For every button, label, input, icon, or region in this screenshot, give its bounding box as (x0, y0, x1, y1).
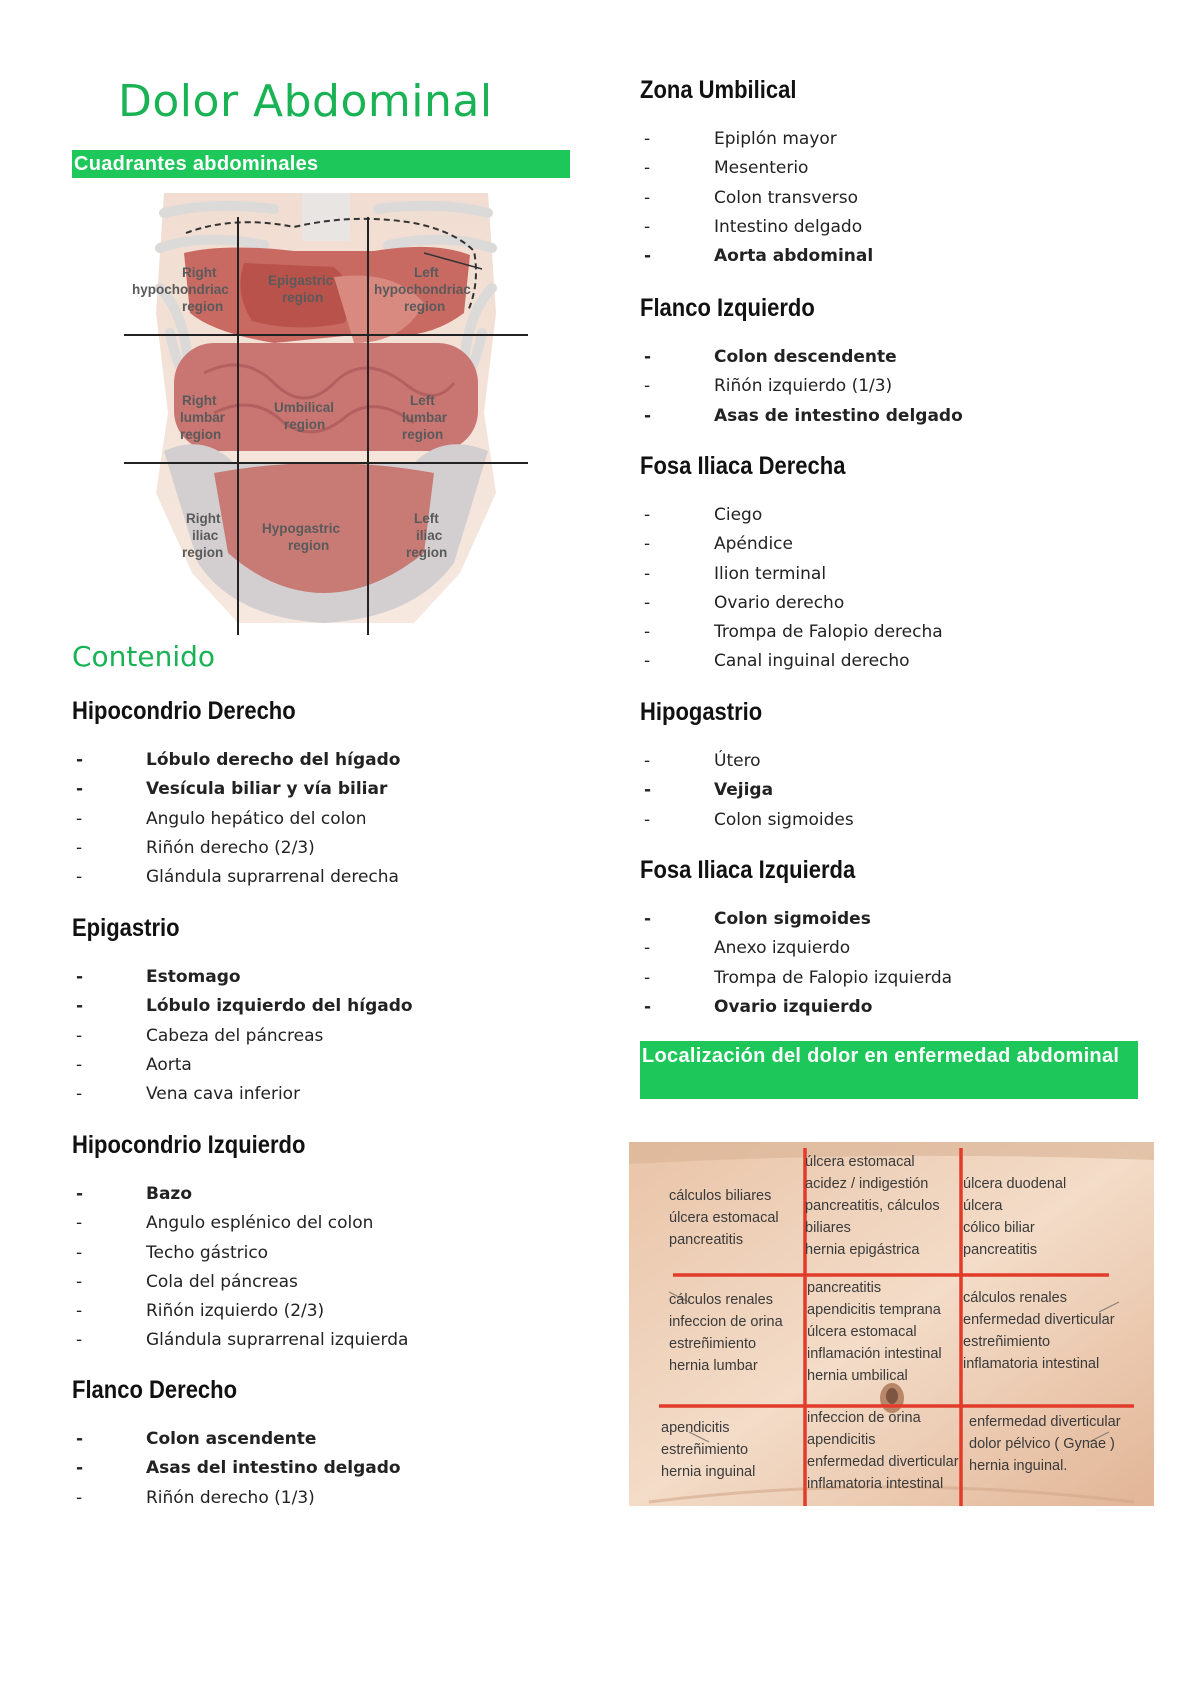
region-label: Left lumbar region (402, 393, 448, 442)
page-title: Dolor Abdominal (118, 76, 493, 127)
list-item: - Ilion terminal (640, 560, 943, 589)
region-label: Epigastric region (268, 273, 334, 305)
section-title: Fosa Iliaca Izquierda (640, 856, 856, 884)
list-item: - Aorta (72, 1051, 413, 1080)
region-label: Umbilical region (274, 400, 335, 432)
list-item: - Epiplón mayor (640, 125, 873, 154)
list-item: - Lóbulo derecho del hígado (72, 746, 400, 775)
list-item: - Glándula suprarrenal derecha (72, 863, 400, 892)
list-item: - Colon ascendente (72, 1425, 401, 1454)
list-item: - Asas del intestino delgado (72, 1454, 401, 1483)
list-item: - Riñón izquierdo (2/3) (72, 1297, 408, 1326)
pain-cell-text: apendicitis estreñimiento hernia inguinal (661, 1420, 756, 1480)
list-item: - Mesenterio (640, 154, 873, 183)
pain-cell-text: cálculos biliares úlcera estomacal pancreatitis (669, 1188, 779, 1248)
pain-cell-text: pancreatitis apendicitis temprana úlcera estomacal inflamación intestinal hernia umbilical (807, 1280, 942, 1384)
list-item: - Ovario derecho (640, 589, 943, 618)
list-item: - Apéndice (640, 530, 943, 559)
list-item: - Ciego (640, 501, 943, 530)
list-item: - Riñón derecho (2/3) (72, 834, 400, 863)
section-title: Hipocondrio Derecho (72, 697, 296, 725)
list-item: - Cabeza del páncreas (72, 1022, 413, 1051)
list-item: - Angulo esplénico del colon (72, 1209, 408, 1238)
item-list (72, 1180, 408, 1356)
section-title: Flanco Izquierdo (640, 294, 815, 322)
list-item: - Techo gástrico (72, 1239, 408, 1268)
list-item: - Intestino delgado (640, 213, 873, 242)
region-label: Hypogastric region (262, 521, 341, 553)
item-list (72, 746, 400, 892)
list-item: - Canal inguinal derecho (640, 647, 943, 676)
region-label: Left hypochondriac region (374, 265, 471, 314)
pain-cell-text: enfermedad diverticular dolor pélvico ( Gynae ) hernia inguinal. (969, 1414, 1121, 1474)
contenido-heading: Contenido (72, 640, 216, 673)
item-list (640, 501, 943, 677)
list-item: - Colon sigmoides (640, 806, 854, 835)
list-item: - Bazo (72, 1180, 408, 1209)
region-label: Right iliac region (182, 511, 224, 560)
pain-cell-text: cálculos renales enfermedad diverticular estreñimiento inflamatoria intestinal (963, 1290, 1115, 1372)
list-item: - Glándula suprarrenal izquierda (72, 1326, 408, 1355)
list-item: - Angulo hepático del colon (72, 805, 400, 834)
list-item: - Estomago (72, 963, 413, 992)
abdomen-regions-figure (124, 193, 528, 635)
section-title: Fosa Iliaca Derecha (640, 452, 846, 480)
item-list (72, 963, 413, 1109)
item-list (640, 125, 873, 271)
pain-cell-text: infeccion de orina apendicitis enfermedad diverticular inflamatoria intestinal (807, 1410, 959, 1492)
list-item: - Cola del páncreas (72, 1268, 408, 1297)
pain-cell-text: úlcera estomacal acidez / indigestión pancreatitis, cálculos biliares hernia epigástrica (805, 1154, 940, 1258)
list-item: - Aorta abdominal (640, 242, 873, 271)
section-title: Hipogastrio (640, 698, 763, 726)
quadrants-header: Cuadrantes abdominales (72, 150, 570, 178)
item-list (72, 1425, 401, 1513)
list-item: - Colon transverso (640, 184, 873, 213)
pain-cell-text: úlcera duodenal úlcera cólico biliar pancreatitis (963, 1176, 1067, 1258)
list-item: - Colon descendente (640, 343, 963, 372)
item-list (640, 905, 952, 1022)
list-item: - Vena cava inferior (72, 1080, 413, 1109)
section-title: Epigastrio (72, 914, 180, 942)
list-item: - Ovario izquierdo (640, 993, 952, 1022)
region-label: Left iliac region (406, 511, 448, 560)
item-list (640, 343, 963, 431)
list-item: - Anexo izquierdo (640, 934, 952, 963)
list-item: - Vesícula biliar y vía biliar (72, 775, 400, 804)
list-item: - Útero (640, 747, 854, 776)
list-item: - Riñón derecho (1/3) (72, 1484, 401, 1513)
localizacion-header: Localización del dolor en enfermedad abdominal (640, 1041, 1138, 1099)
section-title: Zona Umbilical (640, 76, 797, 104)
list-item: - Vejiga (640, 776, 854, 805)
section-title: Flanco Derecho (72, 1376, 238, 1404)
region-label: Right lumbar region (180, 393, 226, 442)
list-item: - Trompa de Falopio derecha (640, 618, 943, 647)
pain-location-figure (629, 1142, 1154, 1506)
list-item: - Trompa de Falopio izquierda (640, 964, 952, 993)
section-title: Hipocondrio Izquierdo (72, 1131, 306, 1159)
region-label: Right hypochondriac region (132, 265, 229, 314)
list-item: - Lóbulo izquierdo del hígado (72, 992, 413, 1021)
item-list (640, 747, 854, 835)
list-item: - Riñón izquierdo (1/3) (640, 372, 963, 401)
pain-cell-text: cálculos renales infeccion de orina estreñimiento hernia lumbar (669, 1292, 783, 1374)
list-item: - Asas de intestino delgado (640, 402, 963, 431)
list-item: - Colon sigmoides (640, 905, 952, 934)
